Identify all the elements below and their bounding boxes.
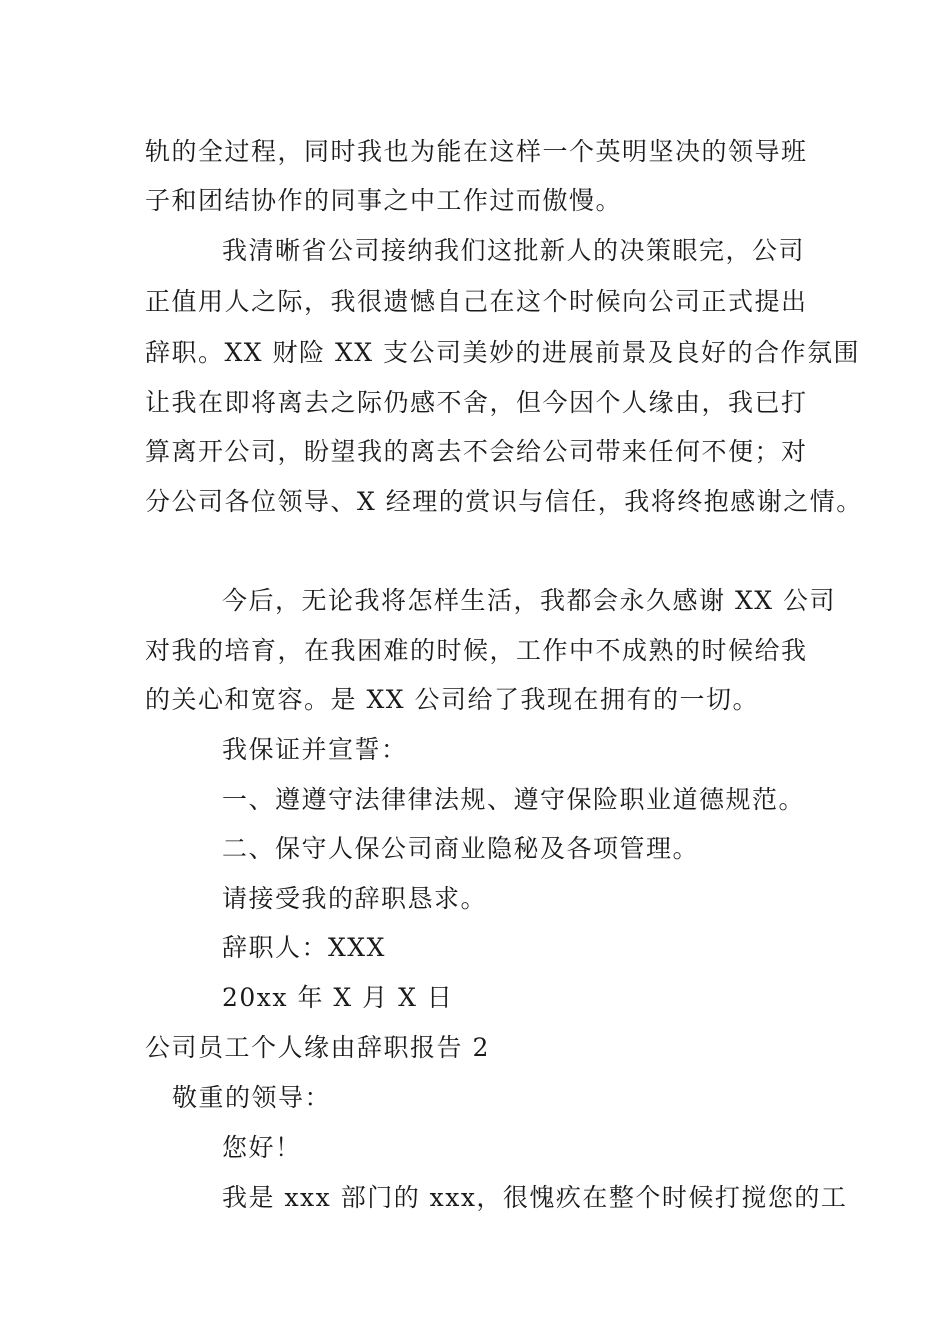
- paragraph-line: 我清晰省公司接纳我们这批新人的决策眼完，公司: [222, 236, 806, 265]
- paragraph-line: 对我的培育，在我困难的时候，工作中不成熟的时候给我: [145, 636, 808, 665]
- pledge-item: 一、遵遵守法律律法规、遵守保险职业道德规范。: [222, 785, 806, 814]
- paragraph-line: 轨的全过程，同时我也为能在这样一个英明坚决的领导班: [145, 137, 808, 166]
- pledge-intro: 我保证并宣誓：: [222, 735, 408, 764]
- signer-line: 辞职人：XXX: [222, 933, 386, 962]
- request-line: 请接受我的辞职恳求。: [222, 884, 488, 913]
- pledge-item: 二、保守人保公司商业隐秘及各项管理。: [222, 834, 700, 863]
- paragraph-line: 子和团结协作的同事之中工作过而傲慢。: [145, 186, 623, 215]
- greeting: 您好！: [222, 1133, 302, 1162]
- body-start-line: 我是 xxx 部门的 xxx，很愧疚在整个时候打搅您的工: [222, 1183, 848, 1212]
- date-line: 20xx 年 X 月 X 日: [222, 983, 454, 1012]
- paragraph-line: 算离开公司，盼望我的离去不会给公司带来任何不便；对: [145, 437, 808, 466]
- paragraph-line: 让我在即将离去之际仍感不舍，但今因个人缘由，我已打: [145, 388, 808, 417]
- paragraph-line: 今后，无论我将怎样生活，我都会永久感谢 XX 公司: [222, 586, 836, 615]
- paragraph-line: 辞职。XX 财险 XX 支公司美妙的进展前景及良好的合作氛围: [145, 338, 861, 367]
- report-title: 公司员工个人缘由辞职报告 2: [145, 1033, 490, 1062]
- paragraph-line: 分公司各位领导、X 经理的赏识与信任，我将终抱感谢之情。: [145, 487, 863, 516]
- paragraph-line: 正值用人之际，我很遗憾自己在这个时候向公司正式提出: [145, 287, 808, 316]
- salutation: 敬重的领导：: [172, 1083, 332, 1112]
- paragraph-line: 的关心和宽容。是 XX 公司给了我现在拥有的一切。: [145, 685, 759, 714]
